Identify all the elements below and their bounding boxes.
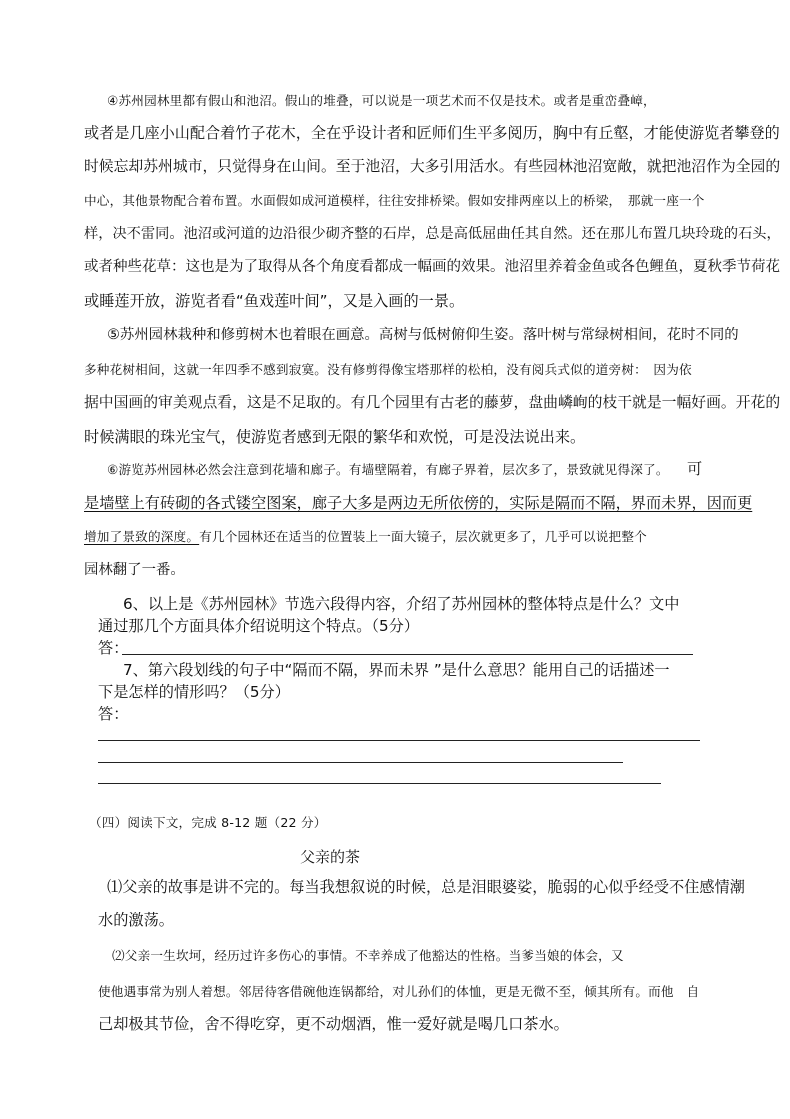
- q7-answer-label: 答：: [98, 705, 129, 723]
- p4-line-1: ④苏州园林里都有假山和池沼。假山的堆叠，可以说是一项艺术而不仅是技术。或者是重峦叠嶂，: [107, 93, 656, 108]
- p4-line-6: 或者种些花草：这也是为了取得从各个角度看都成一幅画的效果。池沼里养着金鱼或各色鲤鱼，夏秋季节荷花: [84, 259, 780, 275]
- s4-p2-line-1: ⑵父亲一生坎坷，经历过许多伤心的事情。不幸养成了他豁达的性格。当爹当娘的体会，又: [112, 948, 624, 963]
- q7-line-1: 7、第六段划线的句子中“隔而不隔，界而未界 ”是什么意思？能用自己的话描述一: [123, 661, 670, 679]
- p6-line-3: [84, 529, 647, 544]
- p6-underlined-line-3: 增加了景致的深度。: [84, 529, 200, 544]
- q7-answer-line-1: [98, 740, 700, 741]
- q6-line-2: 通过那几个方面具体介绍说明这个特点。（5分）: [98, 617, 420, 635]
- s4-p1-line-1: ⑴父亲的故事是讲不完的。每当我想叙说的时候，总是泪眼婆娑，脆弱的心似乎经受不住感情潮: [107, 878, 745, 896]
- q6-answer-label: 答：: [98, 639, 129, 657]
- p6-underlined-line-2: 是墙壁上有砖砌的各式镂空图案，廊子大多是两边无所依傍的，实际是隔而不隔，界而未界，因而更: [84, 494, 753, 512]
- p5-line-3: 据中国画的审美观点看，这是不足取的。有几个园里有古老的藤萝，盘曲嶙峋的枝干就是一幅好画。开花的: [84, 394, 781, 411]
- p5-line-1: ⑤苏州园林栽种和修剪树木也着眼在画意。高树与低树俯仰生姿。落叶树与常绿树相间，花时不同的: [107, 327, 739, 343]
- q7-answer-line-3: [98, 783, 661, 784]
- s4-p2-line-3: 己却极其节俭，舍不得吃穿，更不动烟酒，惟一爱好就是喝几口茶水。: [98, 1015, 569, 1033]
- q7-line-2: 下是怎样的情形吗？（5分）: [98, 683, 290, 701]
- p6-line-3-rest: 有几个园林还在适当的位置装上一面大镜子，层次就更多了，几乎可以说把整个: [199, 529, 647, 544]
- p6-line-1: ⑥游览苏州园林必然会注意到花墙和廊子。有墙壁隔着，有廊子界着，层次多了，景致就见得深了。: [107, 462, 669, 477]
- p4-line-7: 或睡莲开放，游览者看“鱼戏莲叶间”，又是入画的一景。: [84, 292, 465, 310]
- q6-answer-line: [122, 654, 693, 655]
- q6-line-1: 6、以上是《苏州园林》节选六段得内容，介绍了苏州园林的整体特点是什么？文中: [123, 595, 680, 613]
- p4-line-2: 或者是几座小山配合着竹子花木，全在乎设计者和匠师们生平多阅历，胸中有丘壑，才能使游览者攀登的: [84, 124, 780, 142]
- article-title: 父亲的茶: [300, 848, 361, 866]
- section-heading: （四）阅读下文，完成 8-12 题（22 分）: [89, 815, 327, 830]
- s4-p1-line-2: 水的激荡。: [98, 911, 174, 929]
- s4-p2-line-2: 使他遇事常为别人着想。邻居待客借碗他连锅都给，对儿孙们的体恤，更是无微不至，倾其所有。而他 自: [98, 984, 700, 999]
- p5-line-2: 多种花树相间，这就一年四季不感到寂寞。没有修剪得像宝塔那样的松柏，没有阅兵式似的道旁树： 因为依: [84, 362, 692, 377]
- p4-line-3: 时候忘却苏州城市，只觉得身在山间。至于池沼，大多引用活水。有些园林池沼宽敞，就把池沼作为全园的: [84, 158, 781, 175]
- p6-line-4: 园林翻了一番。: [84, 562, 185, 578]
- p5-line-4: 时候满眼的珠光宝气，使游览者感到无限的繁华和欢悦，可是没法说出来。: [84, 428, 586, 446]
- p4-line-5: 样，决不雷同。池沼或河道的边沿很少砌齐整的石岸，总是高低屈曲任其自然。还在那儿布置几块玲珑的石头，: [84, 226, 781, 242]
- q7-answer-line-2: [98, 762, 623, 763]
- p6-line-1-tail: 可: [687, 460, 703, 478]
- p4-line-4: 中心，其他景物配合着布置。水面假如成河道模样，往往安排桥梁。假如安排两座以上的桥梁， 那就一座一个: [84, 193, 705, 208]
